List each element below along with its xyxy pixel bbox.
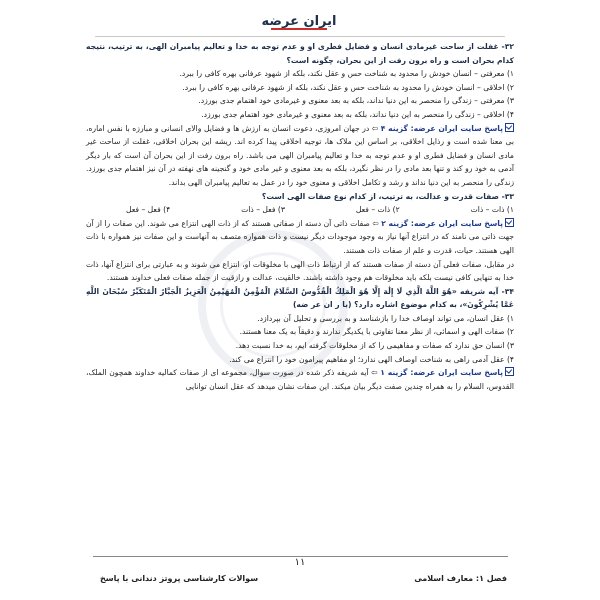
question-34 (86, 285, 514, 312)
question-32: ۳۲- غفلت از ساحت غیرمادی انسان و فضایل فطری او و عدم توجه به خدا و تعالیم پیامبران الهی، به ترتیب، نتیجه کدام بحران است و راه برون رفت از این بحران، چگونه است؟ (86, 42, 514, 65)
question-33: ۳۳- صفات قدرت و عدالت، به ترتیب، از کدام نوع صفات الهی است؟ (261, 191, 514, 201)
footer-book-title: سوالات کارشناسی پروتز دندانی با پاسخ (100, 574, 259, 583)
page-number: ۱۱ (294, 557, 306, 568)
q33-option-4: ۴) فعل – فعل (126, 205, 171, 215)
q34-answer: پاسخ سایت ایران عرضه: گزینه ۱ ⇦ آیه شریفه ذکر شده در صورت سوال، مجموعه ای از صفات کمالیه خداوند همچون الملک، القدوس، السلام را به همراه چندین صفت دیگر بیان میکند. این صفات نشان میدهد که عقل انسان توانایی (86, 368, 514, 391)
q32-option-4: ۴) اخلاقی – زندگی را منحصر به این دنیا نداند، بلکه به بعد معنوی و غیرمادی خود اهتمام جدی بورزد. (201, 109, 514, 119)
q34-option-3: ۳) انسان حق ندارد که صفات و مفاهیمی را که از مخلوقات گرفته ایم، به خدا نسبت دهد. (235, 341, 514, 351)
q32-option-1: ۱) معرفتی – انسان خودش را محدود به شناخت حس و عقل نکند، بلکه از شهود عرفانی بهره کافی را ببرد. (179, 69, 514, 79)
q33-options-row (86, 203, 514, 217)
checkbox-icon (505, 367, 514, 376)
main-content (86, 40, 514, 550)
q33-answer: پاسخ سایت ایران عرضه: گزینه ۲ ⇦ صفات ذاتی آن دسته از صفاتی هستند که از ذات الهی انتزاع می شوند. این صفات را از آن جهت ذاتی می نامند که در انتزاع آنها نیاز به وجود موجودات دیگر نیست و ذات همواره متصف به آنهاست و این صفات نیز همواره با ذات الهی هستند. حیات، قدرت و علم از صفات ذات هستند. (86, 218, 514, 255)
q32-option-3: ۳) معرفتی – زندگی را منحصر به این دنیا نداند، بلکه به بعد معنوی و غیرمادی خود اهتمام جدی بورزد. (198, 96, 514, 106)
checkbox-icon (505, 218, 514, 227)
checkbox-icon (505, 123, 514, 132)
logo-underline (271, 28, 327, 30)
q32-answer-label: پاسخ سایت ایران عرضه: گزینه ۴ (380, 123, 503, 133)
q32-answer: پاسخ سایت ایران عرضه: گزینه ۴ ⇦ در جهان امروزی، دعوت انسان به ارزش ها و فضایل والای انسانی و مبارزه با نفس اماره، بی معنا شده است و رذایل اخلاقی، بر اساس این ملاک ها، توجیه اخلاقی پیدا کرده اند. ریشه این بحران اخلاقی، غفلت از ساحت غیر مادی انسان و فضایل فطری او و عدم توجه به خدا و تعالیم پیامبران الهی می باشد. راه برون رفت از این بحران آن است که بار دیگر آدمی به خود رو کند و تنها بعد مادی را در نظر نگیرد، بلکه به بعد معنوی و غیر مادی خود و گنجینه های نهفته در آن نیز اهتمام جدی بورزد. زندگی را منحصر به این دنیا نداند و رشد و تکامل اخلاقی و معنوی خود را در عمل به تعالیم پیامبران الهی بداند. (86, 123, 514, 187)
q34-option-4: ۴) عقل آدمی راهی به شناخت اوصاف الهی ندارد؛ او مفاهیم پیرامون خود را انتزاع می کند. (229, 354, 514, 364)
q34-answer-label: پاسخ سایت ایران عرضه: گزینه ۱ (380, 368, 504, 378)
q34-option-1: ۱) عقل انسان، می تواند اوصاف خدا را بازشناسد و به بررسی و تحلیل آن بپردازد. (257, 313, 514, 323)
site-logo (258, 8, 340, 34)
header-divider (95, 36, 505, 37)
q33-option-2: ۲) ذات – فعل (355, 205, 400, 215)
logo-text: ایران عرضه (261, 13, 337, 29)
q34-answer-text: آیه شریفه ذکر شده در صورت سوال، مجموعه ای از صفات کمالیه خداوند همچون الملک، القدوس، السلام را به همراه چندین صفت دیگر بیان میکند. این صفات نشان میدهد که عقل انسان توانایی (86, 368, 514, 391)
q34-suffix: ، به کدام موضوع اشاره دارد؟ (با ر ان عر ضه) (292, 300, 463, 310)
q32-answer-text: در جهان امروزی، دعوت انسان به ارزش ها و فضایل والای انسانی و مبارزه با نفس اماره، بی معنا شده است و رذایل اخلاقی، بر اساس این ملاک ها، توجیه اخلاقی پیدا کرده اند. ریشه این بحران اخلاقی، غفلت از ساحت غیر مادی انسان و فضایل فطری او و عدم توجه به خدا و تعالیم پیامبران الهی می باشد. راه برون رفت از این بحران آن است که بار دیگر آدمی به خود رو کند و تنها بعد مادی را در نظر نگیرد، بلکه به بعد معنوی و غیر مادی خود و گنجینه های نهفته در آن نیز اهتمام جدی بورزد. زندگی را منحصر به این دنیا نداند و رشد و تکامل اخلاقی و معنوی خود را در عمل به تعالیم پیامبران الهی بداند. (86, 123, 514, 187)
q33-option-1: ۱) ذات – ذات (470, 205, 514, 215)
q34-verse: «هُوَ اللَّهُ الَّذِي لَا إِلَٰهَ إِلَّا هُوَ الْمَلِكُ الْقُدُّوسُ السَّلَامُ الْمُؤْمِنُ الْمُهَيْمِنُ الْعَزِيزُ الْجَبَّارُ الْمُتَكَبِّرُ سُبْحَانَ اللَّهِ عَمَّا يُشْرِكُونَ» (86, 286, 514, 310)
q34-option-2: ۲) صفات الهی و اسمائی، از نظر معنا تفاوتی با یکدیگر ندارند و دقیقاً به یک معنا هستند. (239, 327, 514, 337)
q33-answer-text-2: در مقابل، صفات فعلی آن دسته از صفات هستند که از ارتباط ذات الهی با مخلوقات او، انتزاع می شوند و به عبارتی برای انتزاع آنها، ذات خدا به تنهایی کافی نیست بلکه باید مخلوقات هم وجود داشته باشند. خالقیت، عدالت و رازقیت از جمله صفات فعلی خداوند هستند. (86, 259, 514, 283)
footer-chapter: فصل ۱: معارف اسلامی (414, 574, 507, 583)
q32-option-2: ۲) اخلاقی – انسان خودش را محدود به شناخت حس و عقل نکند، بلکه از شهود عرفانی بهره کافی را ببرد. (182, 82, 514, 92)
q33-answer-label: پاسخ سایت ایران عرضه: گزینه ۲ (381, 218, 503, 228)
q34-prefix: ۳۴- آیه شریفه (460, 286, 514, 296)
q33-option-3: ۳) فعل – ذات (241, 205, 285, 215)
q33-answer-text: صفات ذاتی آن دسته از صفاتی هستند که از ذات الهی انتزاع می شوند. این صفات را از آن جهت ذاتی می نامند که در انتزاع آنها نیاز به وجود موجودات دیگر نیست و ذات همواره متصف به آنهاست و این صفات نیز همواره با ذات الهی هستند. حیات، قدرت و علم از صفات ذات هستند. (86, 218, 514, 255)
